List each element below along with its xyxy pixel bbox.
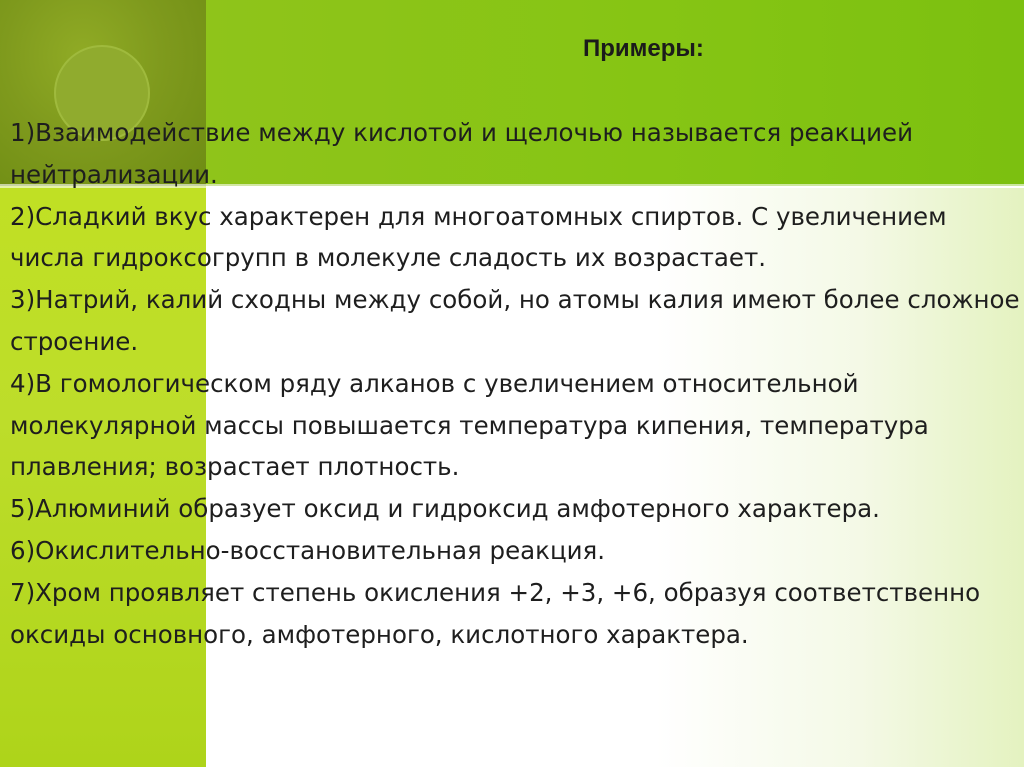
slide-title: Примеры: [583, 35, 704, 62]
example-item-3: 3)Натрий, калий сходны между собой, но атомы калия имеют более сложное строение. [10, 285, 1020, 356]
example-item-5: 5)Алюминий образует оксид и гидроксид амфотерного характера. [10, 494, 880, 524]
example-item-7: 7)Хром проявляет степень окисления +2, +3, +6, образуя соответственно оксиды основного, амфотерного, кислотного характера. [10, 577, 981, 649]
example-item-6: 6)Окислительно-восстановительная реакция. [10, 535, 606, 565]
example-item-1: 1)Взаимодействие между кислотой и щелочью называется реакцией нейтрализации. [10, 118, 914, 189]
example-item-2: 2)Сладкий вкус характерен для многоатомных спиртов. С увеличением числа гидроксогрупп в молекуле сладость их возрастает. [10, 201, 947, 273]
examples-list [10, 112, 1020, 655]
example-item-4: 4)В гомологическом ряду алканов с увеличением относительной молекулярной массы повышается температура кипения, температура плавления; возрастает плотность. [10, 368, 929, 482]
